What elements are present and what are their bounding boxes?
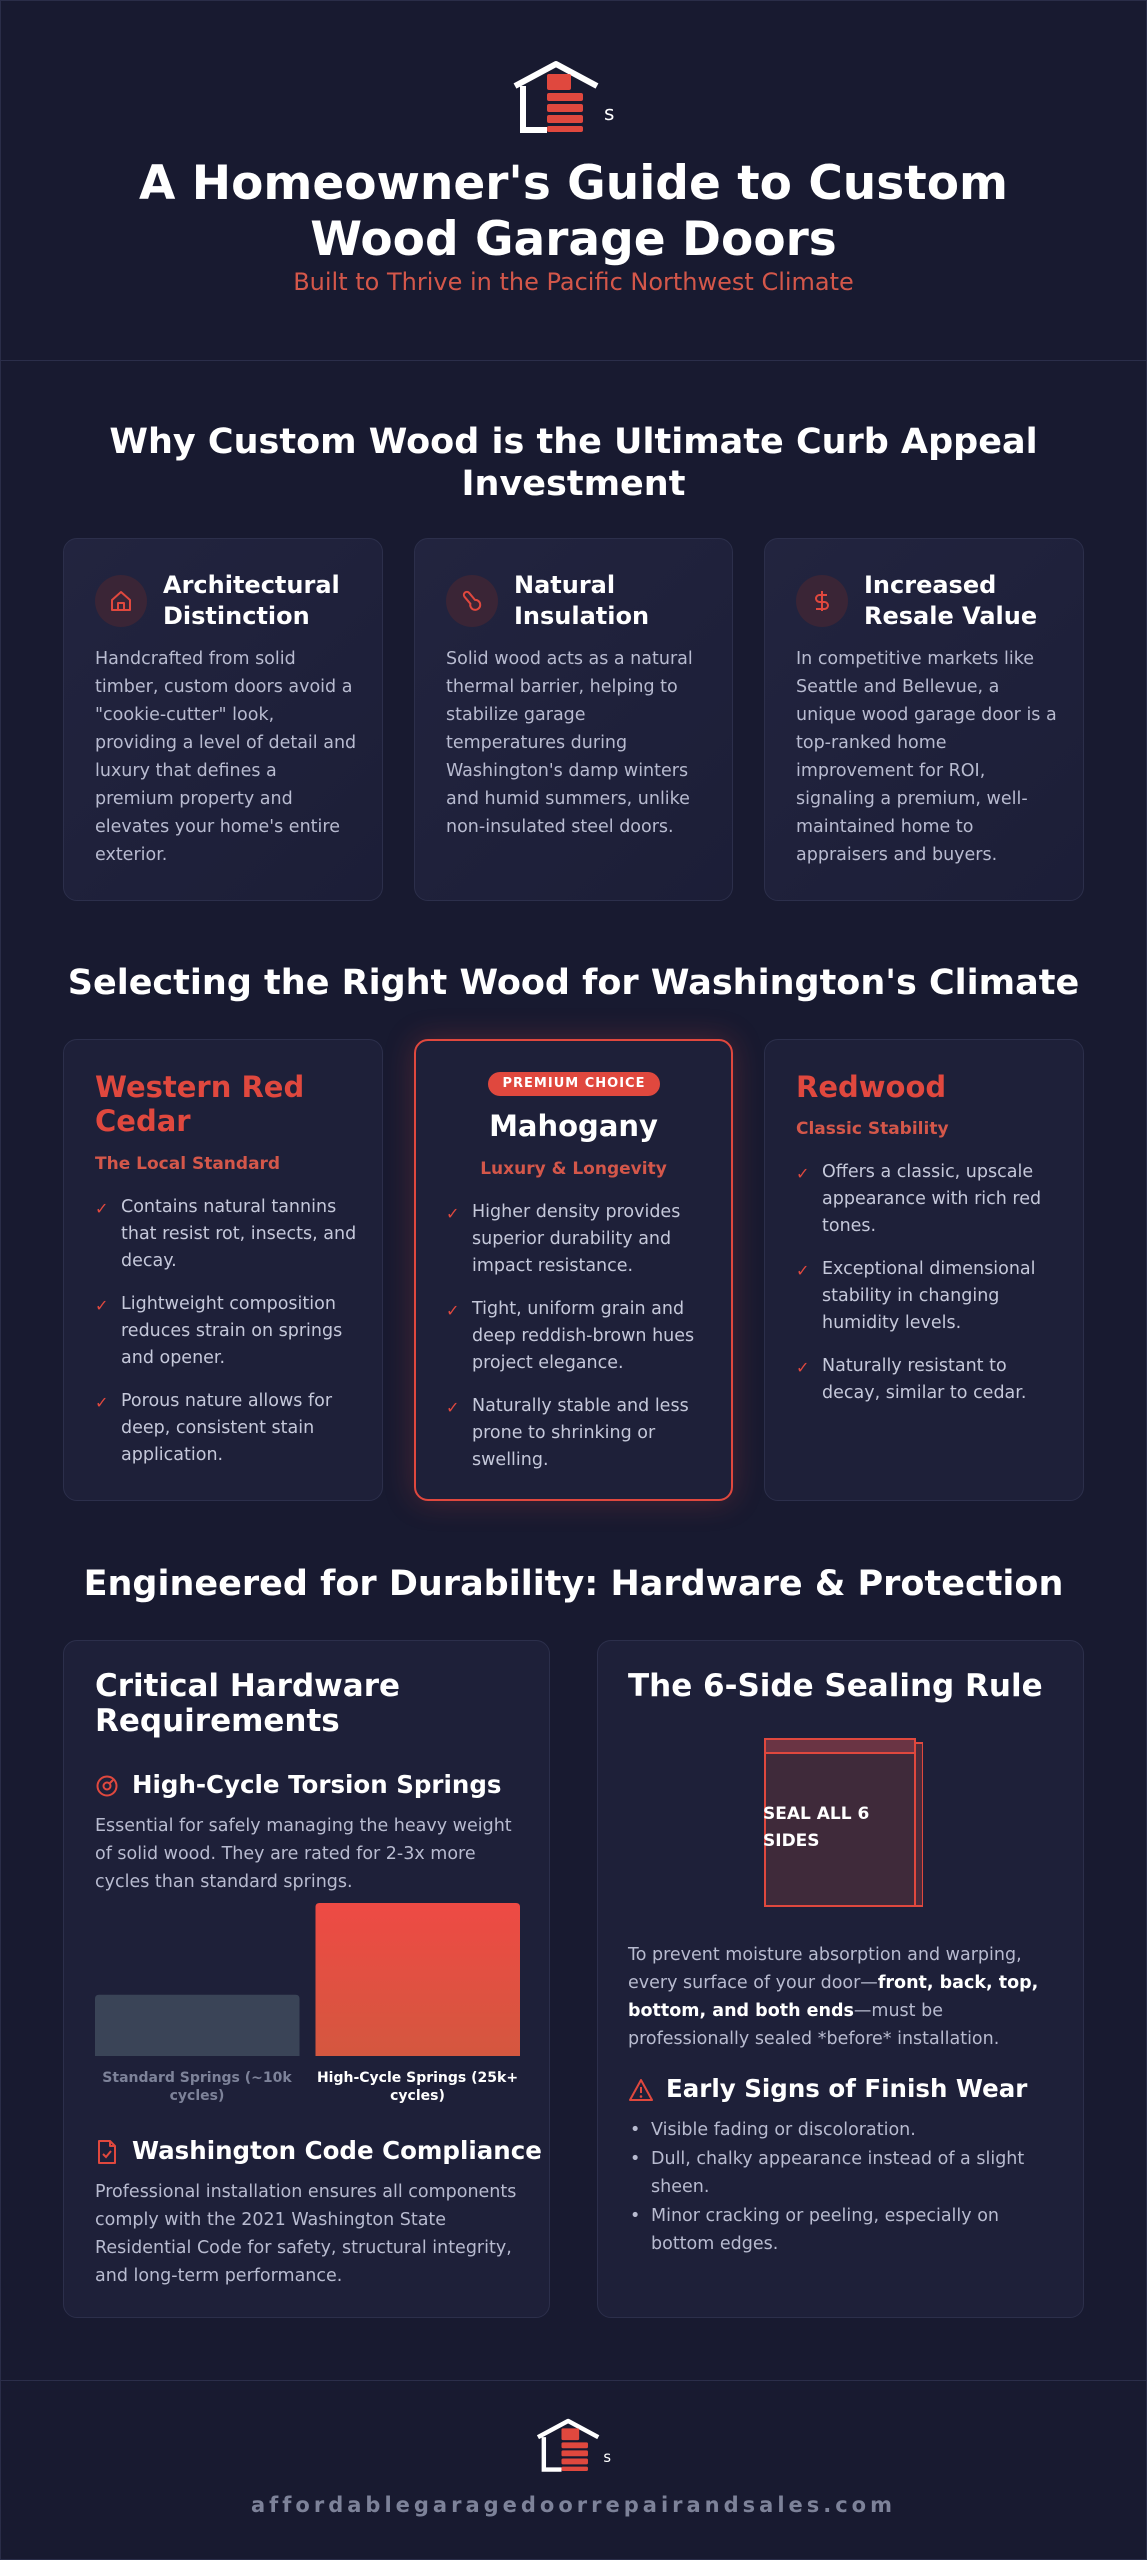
wear-title: Early Signs of Finish Wear	[666, 2074, 1028, 2103]
check-icon: ✓	[95, 1393, 109, 1412]
dollar-icon	[796, 575, 848, 627]
sealing-text-emphasis: front, back, top, bottom, and both ends	[628, 1973, 1039, 2021]
check-icon: ✓	[446, 1301, 460, 1320]
svg-text:s: s	[604, 101, 615, 125]
check-icon: ✓	[446, 1398, 460, 1417]
check-icon: ✓	[796, 1358, 810, 1377]
wood-tag: Classic Stability	[796, 1119, 949, 1139]
svg-text:s: s	[603, 2449, 612, 2467]
footer-url-link[interactable]: affordablegaragedoorrepairandsales.com	[250, 2493, 896, 2517]
garage-house-logo-icon	[511, 60, 617, 136]
house-icon	[95, 575, 147, 627]
list-item: • Dull, chalky appearance instead of a slight sheen.	[628, 2145, 1058, 2201]
wood-name: Redwood	[796, 1070, 947, 1104]
feature-text: Solid wood acts as a natural thermal barrier, helping to stabilize garage temperatures during Washington's damp winters and humid summers, unlike non-insulated steel doors.	[446, 649, 693, 837]
feature-text: In competitive markets like Seattle and Bellevue, a unique wood garage door is a top-ranked home improvement for ROI, signaling a premium, well-maintained home to appraisers and buyers.	[796, 649, 1057, 865]
wood-points	[446, 1199, 708, 1490]
wood-points	[95, 1194, 357, 1485]
premium-badge: PREMIUM CHOICE	[488, 1072, 660, 1096]
feature-title: Architectural Distinction	[163, 571, 340, 630]
wood-points	[796, 1159, 1058, 1423]
garage-house-logo-icon	[535, 2418, 613, 2474]
gauge-icon	[95, 1774, 119, 1798]
wear-list	[628, 2116, 1058, 2259]
sealing-text: To prevent moisture absorption and warping, every surface of your door—front, back, top, bottom, and both ends—must be professionally sealed *before* installation.	[628, 1945, 1039, 2049]
durability-section-title: Engineered for Durability: Hardware & Protection	[83, 1564, 1064, 1604]
list-item: ✓ Naturally stable and less prone to shrinking or swelling.	[446, 1396, 689, 1470]
check-icon: ✓	[796, 1261, 810, 1280]
feature-title: Natural Insulation	[514, 571, 650, 630]
why-section-title: Why Custom Wood is the Ultimate Curb Appeal Investment	[109, 422, 1038, 504]
wood-card-cedar	[63, 1039, 383, 1501]
woods-section-title: Selecting the Right Wood for Washington's Climate	[67, 963, 1080, 1003]
check-icon: ✓	[95, 1296, 109, 1315]
check-icon: ✓	[446, 1204, 460, 1223]
header-divider	[0, 360, 1147, 361]
bar-label-standard: Standard Springs (~10k cycles)	[102, 2070, 292, 2104]
list-item: ✓ Porous nature allows for deep, consistent stain application.	[95, 1391, 333, 1465]
list-item: ✓ Offers a classic, upscale appearance with rich red tones.	[796, 1162, 1042, 1236]
bar-label-high-cycle: High-Cycle Springs (25k+ cycles)	[316, 2070, 519, 2104]
wood-tag: Luxury & Longevity	[480, 1159, 667, 1179]
wood-tag: The Local Standard	[95, 1154, 281, 1174]
page-subtitle: Built to Thrive in the Pacific Northwest Climate	[293, 268, 854, 296]
springs-title: High-Cycle Torsion Springs	[132, 1770, 502, 1799]
hardware-card	[63, 1640, 550, 2318]
page-title: A Homeowner's Guide to Custom Wood Garage Doors	[139, 156, 1008, 268]
list-item: ✓ Tight, uniform grain and deep reddish-brown hues project elegance.	[446, 1299, 695, 1373]
list-item: ✓ Lightweight composition reduces strain on springs and opener.	[95, 1294, 343, 1368]
hardware-title: Critical Hardware Requirements	[95, 1668, 401, 1739]
list-item: ✓ Higher density provides superior durability and impact resistance.	[446, 1202, 681, 1276]
list-item: ✓ Exceptional dimensional stability in changing humidity levels.	[796, 1259, 1036, 1333]
code-text: Professional installation ensures all components comply with the 2021 Washington State Residential Code for safety, structural integrity, and long-term performance.	[95, 2182, 517, 2286]
sealing-title: The 6-Side Sealing Rule	[628, 1668, 1043, 1704]
feature-title: Increased Resale Value	[864, 571, 1038, 630]
seal-box-label: SEAL ALL 6 SIDES	[763, 1804, 870, 1851]
document-check-icon	[95, 2139, 119, 2165]
feature-card-architectural	[63, 538, 383, 901]
list-item: • Visible fading or discoloration.	[628, 2116, 1058, 2144]
wood-name: Western Red Cedar	[95, 1070, 305, 1138]
wood-name: Mahogany	[489, 1109, 658, 1143]
wood-card-mahogany	[414, 1039, 733, 1501]
bar-standard-springs	[95, 1995, 300, 2056]
list-item: ✓ Naturally resistant to decay, similar to cedar.	[796, 1356, 1027, 1403]
list-item: ✓ Contains natural tannins that resist rot, insects, and decay.	[95, 1197, 357, 1271]
feature-card-resale	[764, 538, 1084, 901]
warning-triangle-icon	[628, 2078, 654, 2102]
sealing-card	[597, 1640, 1084, 2318]
check-icon: ✓	[95, 1199, 109, 1218]
feature-text: Handcrafted from solid timber, custom doors avoid a "cookie-cutter" look, providing a level of detail and luxury that defines a premium property and elevates your home's entire exterior.	[95, 649, 357, 865]
footer-divider	[0, 2380, 1147, 2381]
check-icon: ✓	[796, 1164, 810, 1183]
thermometer-icon	[446, 575, 498, 627]
wood-card-redwood	[764, 1039, 1084, 1501]
bar-high-cycle-springs	[316, 1903, 521, 2056]
code-title: Washington Code Compliance	[132, 2136, 542, 2165]
springs-text: Essential for safely managing the heavy weight of solid wood. They are rated for 2-3x more cycles than standard springs.	[95, 1816, 512, 1892]
feature-card-insulation	[414, 538, 733, 901]
list-item: • Minor cracking or peeling, especially on bottom edges.	[628, 2202, 1058, 2258]
